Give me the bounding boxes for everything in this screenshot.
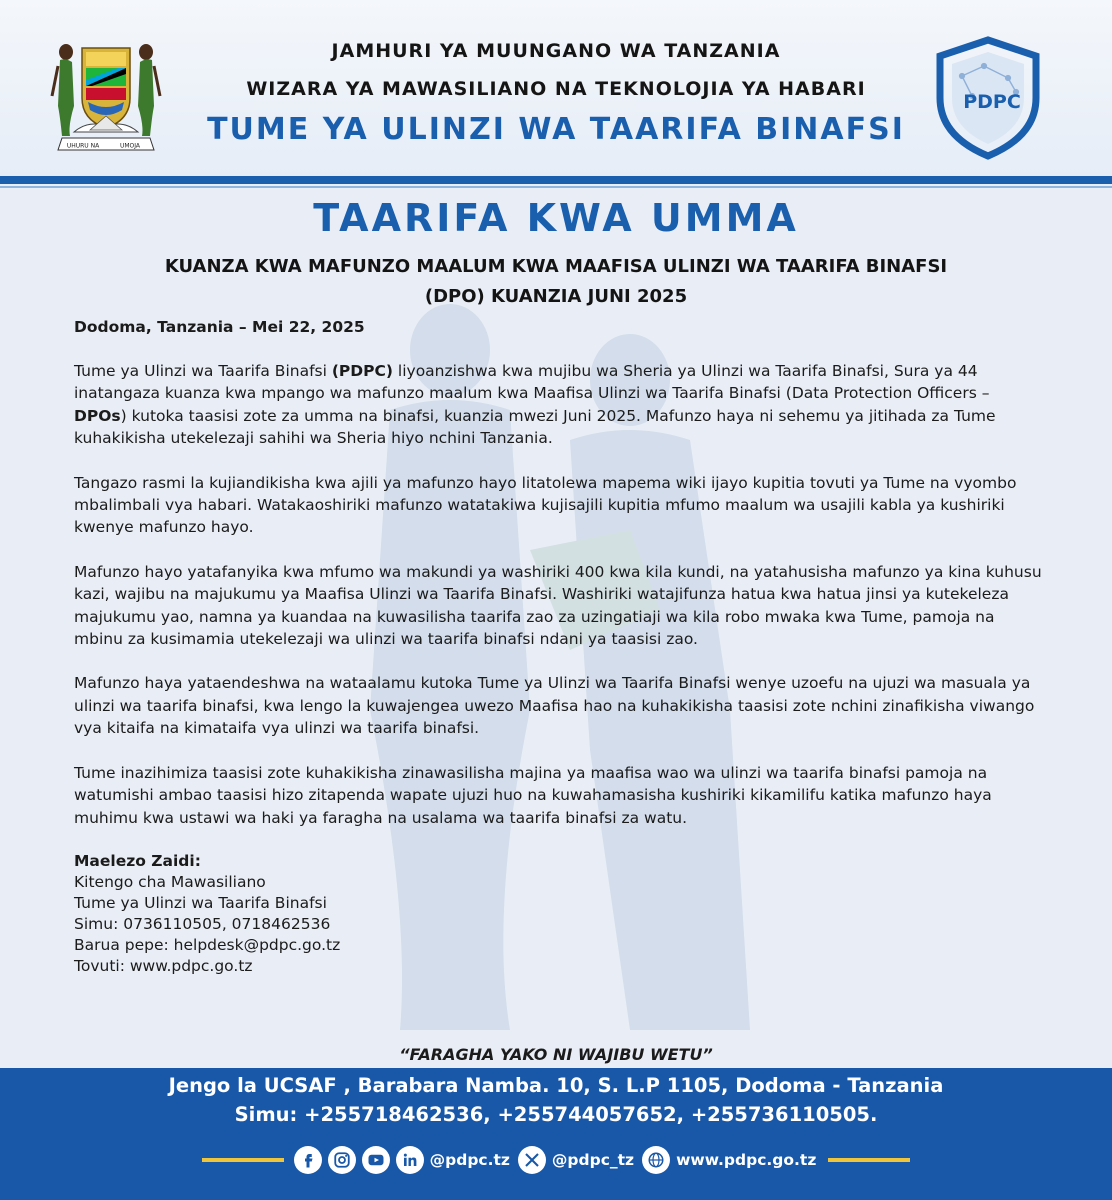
document-subtitle (90, 252, 1022, 312)
contact-organization: Tume ya Ulinzi wa Taarifa Binafsi (74, 893, 327, 912)
footer-address: Jengo la UCSAF , Barabara Namba. 10, S. L.P 1105, Dodoma - Tanzania (168, 1074, 944, 1097)
paragraph-4: Mafunzo haya yataendeshwa na wataalamu kutoka Tume ya Ulinzi wa Taarifa Binafsi wenye uzoefu na ujuzi wa masuala ya ulinzi wa taarifa binafsi, kwa lengo la kuwajengea uwezo Maafisa hao na kuhakikisha taasisi zote nchini zinafikisha viwango vya kitaifa na kimataifa vya ulinzi wa taarifa binafsi. (74, 674, 1035, 738)
contact-unit: Kitengo cha Mawasiliano (74, 872, 266, 891)
social-media-row (0, 1140, 1112, 1180)
subtitle-line-2: (DPO) KUANZIA JUNI 2025 (424, 286, 688, 307)
subtitle-line-1: KUANZA KWA MAFUNZO MAALUM KWA MAAFISA ULINZI WA TAARIFA BINAFSI (164, 256, 948, 277)
header-commission: TUME YA ULINZI WA TAARIFA BINAFSI (207, 112, 905, 147)
pdpc-abbrev: (PDPC) (331, 362, 393, 380)
contact-phone: Simu: 0736110505, 0718462536 (74, 914, 331, 933)
paragraph-3: Mafunzo hayo yatafanyika kwa mfumo wa makundi ya washiriki 400 kwa kila kundi, na yatahusisha mafunzo ya kina kuhusu kazi, wajibu na majukumu ya Maafisa Ulinzi wa Taarifa Binafsi. Washiriki watajifunza hatua kwa hatua jinsi ya kutekeleza majukumu yao, namna ya kuandaa na kuwasilisha taarifa zao za uzingatiaji wa kila robo mwaka kwa Tume, pamoja na mbinu za kusimamia utekelezaji wa ulinzi wa taarifa binafsi ndani ya taasisi zao. (74, 562, 1042, 649)
header-ministry: WIZARA YA MAWASILIANO NA TEKNOLOJIA YA HABARI (246, 78, 866, 100)
linkedin-icon[interactable] (396, 1146, 424, 1174)
paragraph-1-text-c: liyoanzishwa kwa mujibu wa Sheria ya Ulinzi wa Taarifa Binafsi, Sura ya 44 inatangaza kuanza kwa mpango wa mafunzo maalum kwa Maafisa Ulinzi wa Taarifa Binafsi (Data Protection Officers – (74, 362, 990, 403)
paragraph-1-text-e: ) kutoka taasisi zote za umma na binafsi, kuanzia mwezi Juni 2025. Mafunzo haya ni sehemu ya jitihada za Tume kuhakikisha utekelezaji sahihi wa Sheria hiyo nchini Tanzania. (74, 406, 996, 448)
letterhead (0, 0, 1112, 178)
header-divider-thin (0, 186, 1112, 188)
header-divider (0, 176, 1112, 184)
handle-x[interactable]: @pdpc_tz (551, 1151, 635, 1169)
arms-motto-left: UHURU NA (66, 142, 100, 150)
paragraph-1 (74, 360, 1042, 450)
paragraph-1-text-a: Tume ya Ulinzi wa Taarifa Binafsi (74, 362, 332, 380)
footer (0, 1068, 1112, 1200)
website-link[interactable]: www.pdpc.go.tz (676, 1151, 817, 1169)
header-republic: JAMHURI YA MUUNGANO WA TANZANIA (331, 40, 781, 62)
arms-motto-right: UMOJA (119, 142, 141, 150)
gold-divider-right (828, 1158, 910, 1162)
globe-icon[interactable] (642, 1146, 670, 1174)
paragraph-5: Tume inazihimiza taasisi zote kuhakikisha zinawasilisha majina ya maafisa wao wa ulinzi wa taarifa binafsi pamoja na watumishi ambao taasisi hizo zitapenda wapate ujuzi huo na kuwahamasisha kushiriki kikamilifu katika mafunzo haya muhimu kwa ustawi wa haki ya faragha na usalama wa taarifa binafsi za watu. (74, 763, 992, 827)
dpos-abbrev: DPOs (74, 406, 121, 425)
dateline: Dodoma, Tanzania – Mei 22, 2025 (74, 318, 365, 336)
youtube-icon[interactable] (362, 1146, 390, 1174)
x-icon[interactable] (518, 1146, 546, 1174)
handle-main[interactable]: @pdpc.tz (429, 1151, 510, 1169)
contact-website: Tovuti: www.pdpc.go.tz (74, 956, 253, 975)
gold-divider-left (202, 1158, 284, 1162)
document-title: TAARIFA KWA UMMA (313, 196, 799, 240)
instagram-icon[interactable] (328, 1146, 356, 1174)
pdpc-logo (932, 36, 1044, 160)
contact-heading: Maelezo Zaidi: (74, 851, 201, 870)
slogan: “FARAGHA YAKO NI WAJIBU WETU” (399, 1045, 713, 1064)
footer-phones: Simu: +255718462536, +255744057652, +255736110505. (234, 1103, 878, 1126)
press-release-body (74, 316, 1042, 977)
contact-email: Barua pepe: helpdesk@pdpc.go.tz (74, 935, 341, 954)
facebook-icon[interactable] (294, 1146, 322, 1174)
contact-block (74, 851, 1042, 977)
pdpc-logo-text: PDPC (963, 91, 1021, 113)
paragraph-2: Tangazo rasmi la kujiandikisha kwa ajili ya mafunzo hayo litatolewa mapema wiki ijayo kupitia tovuti ya Tume na vyombo mbalimbali vya habari. Watakaoshiriki mafunzo watatakiwa kujisajili kupitia mfumo maalum wa usajili kabla ya kushiriki kwenye mafunzo hayo. (74, 473, 1017, 537)
